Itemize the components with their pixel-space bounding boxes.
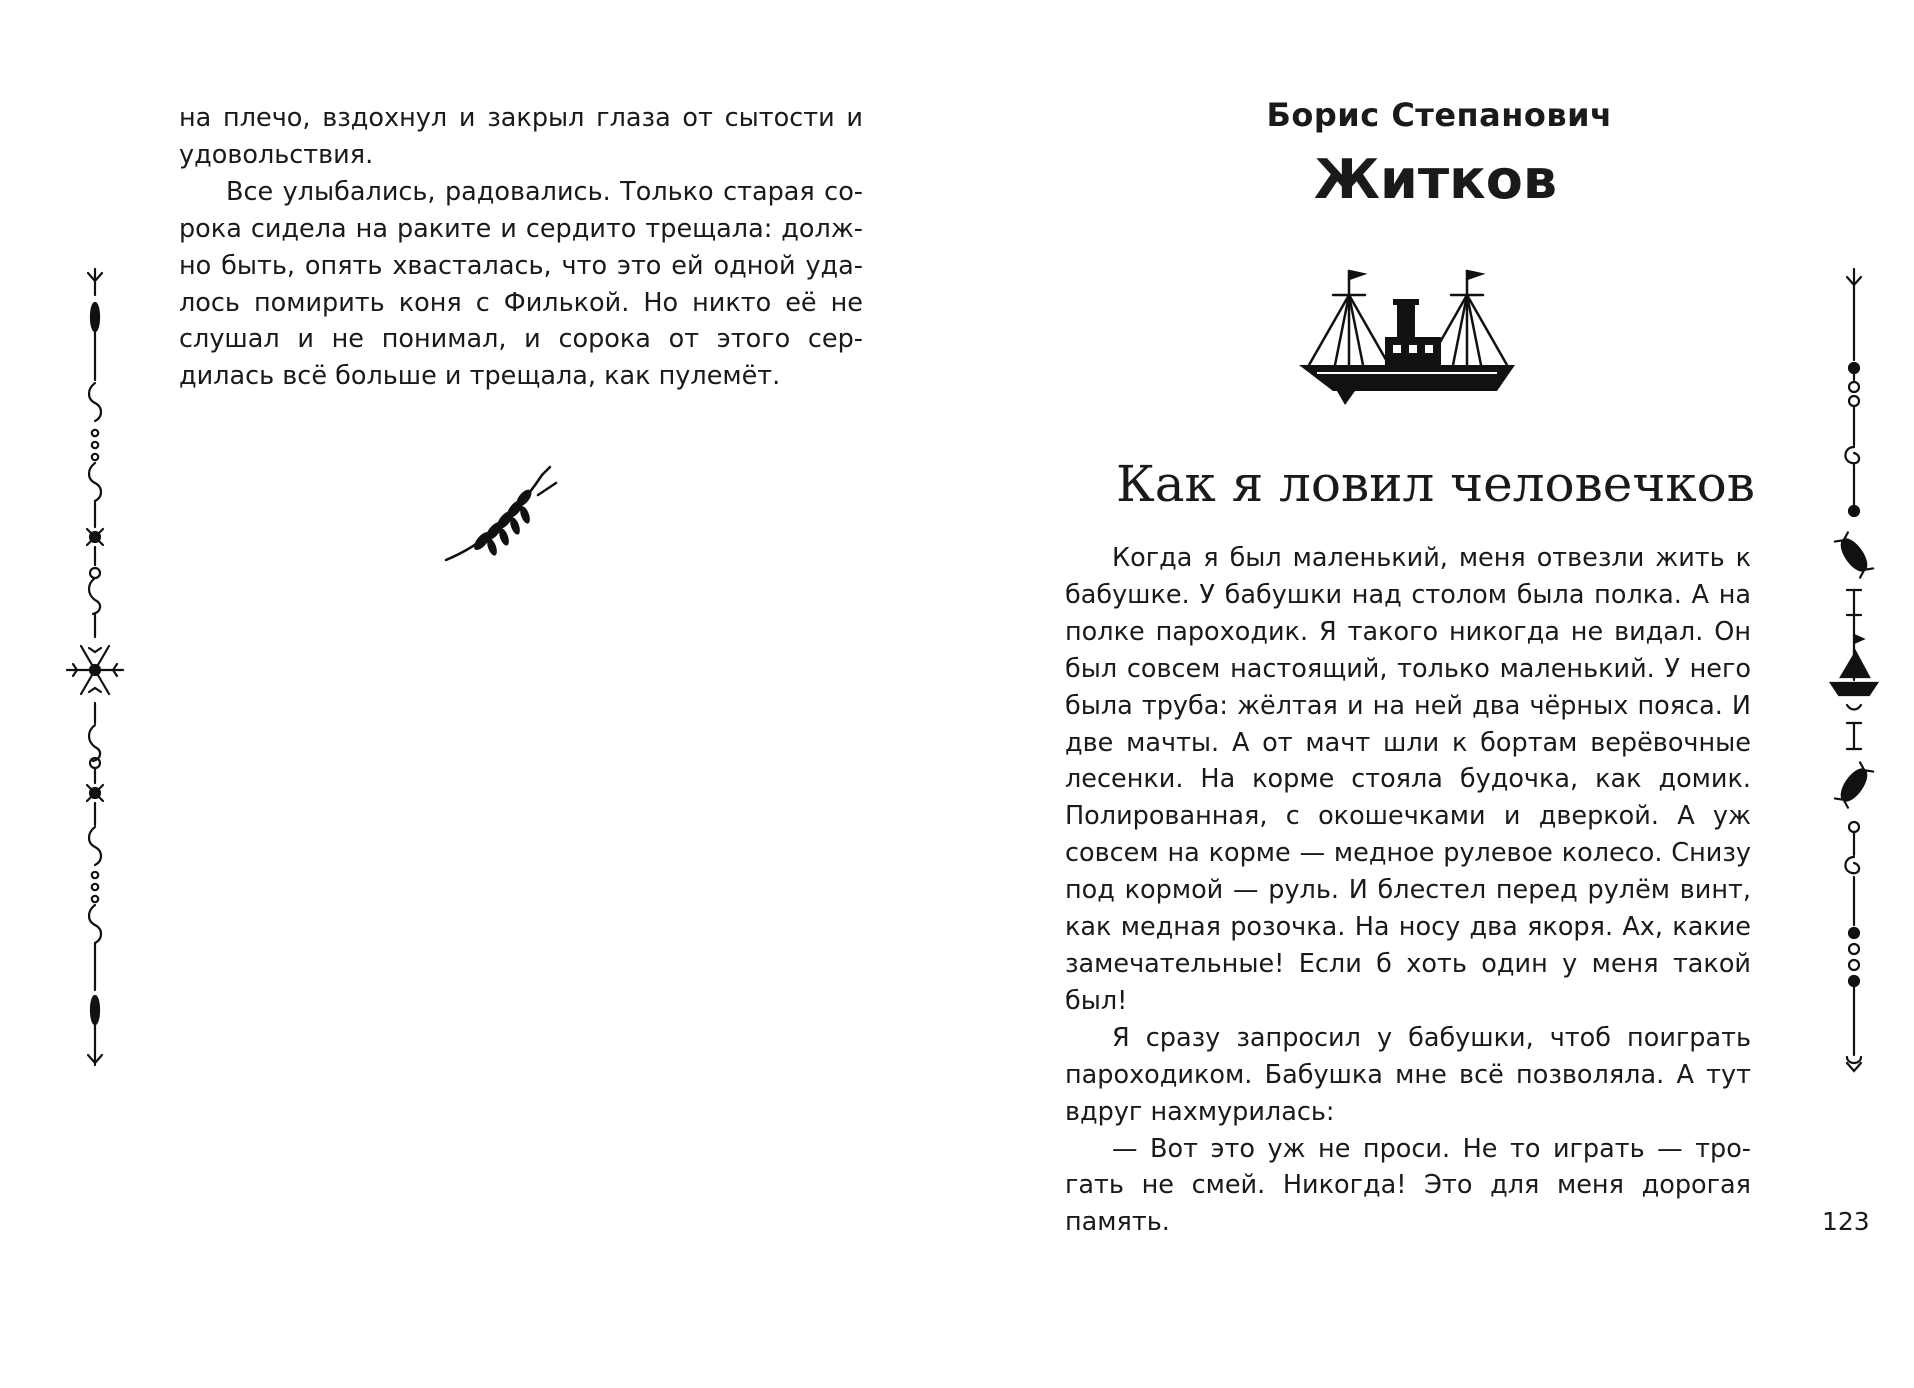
ornamental-border-sailboat-icon	[1819, 265, 1889, 1085]
wheat-sprig-icon	[442, 465, 562, 565]
author-last-name: Житков	[1313, 148, 1558, 211]
ornamental-border-snowflake-icon	[60, 265, 130, 1075]
right-page-text	[1065, 540, 1751, 1241]
paragraph: на плечо, вздохнул и закрыл глаза от сытости и удовольствия.	[179, 103, 863, 170]
paragraph: Все улыбались, радовались. Только старая сорока сидела на раките и сердито трещала: должно быть, опять хвасталась, что это ей одной удалось помирить коня с Филькой. Но никто её не слушал и не понимал, и сорока от этого сердилась всё больше и трещала, как пулемёт.	[179, 176, 863, 392]
paragraph: — Вот это уж не проси. Не то играть — трогать не смей. Никогда! Это для меня дорогая память.	[1065, 1133, 1751, 1238]
author-first-name: Борис Степанович	[1266, 96, 1613, 134]
right-page	[957, 0, 1914, 1388]
paragraph: Когда я был маленький, меня отвезли жить к бабушке. У бабушки над столом была полка. А на полке пароходик. Я такого никогда не видал. Он был совсем настоящий, только маленький. У него была труба: жёлтая и на ней два чёрных пояса. И две мачты. А от мачт шли к бортам верёвочные лесенки. На корме стояла будочка, как домик. Полированная, с окошечками и дверкой. А уж совсем на корме — медное рулевое колесо. Снизу под кормой — руль. И блестел перед рулём винт, как медная розочка. На носу два якоря. Ах, какие замечательные! Если б хоть один у меня такой был!	[1065, 543, 1751, 1016]
left-page-text	[179, 100, 863, 395]
paragraph: Я сразу запросил у бабушки, чтоб поиграть пароходиком. Бабушка мне всё позволяла. А тут вдруг нахмурилась:	[1065, 1022, 1751, 1127]
page-number: 123	[1822, 1207, 1870, 1236]
story-title: Как я ловил человечков	[1116, 455, 1755, 513]
steamship-icon	[1297, 265, 1517, 415]
